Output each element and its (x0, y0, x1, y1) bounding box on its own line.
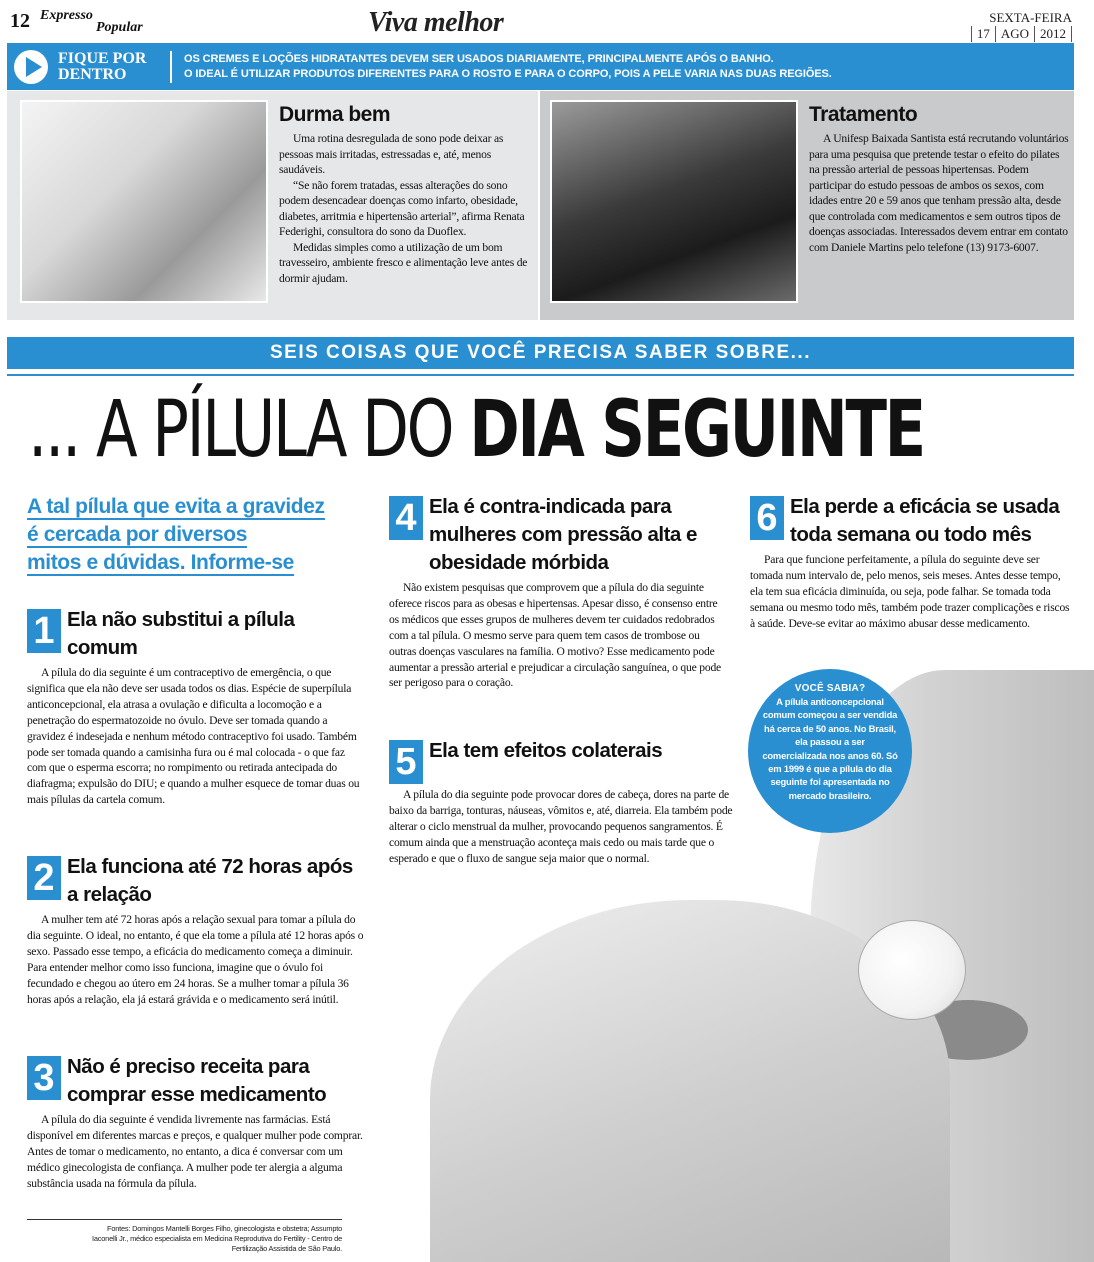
fique-title (58, 51, 168, 83)
box-tratamento (540, 91, 1074, 320)
paragraph: “Se não forem tratadas, essas alterações do sono podem desencadear doenças como infarto, obesidade, diabetes, arritmia e hipertensão arterial”, afirma Renata Federighi, consultora do sono da Duoflex. (279, 178, 525, 238)
section-6 (750, 493, 1070, 632)
section-body: A pílula do dia seguinte pode provocar dores de cabeça, dores na parte de baixo da barriga, tonturas, náuseas, vômitos e, até, diarreia. Ela também pode alterar o ciclo menstrual da mulher, provocando pequenos sangramentos. É comum ainda que a menstruação aconteça mais cedo ou mais tarde que o esperado e que o fluxo de sangue seja maior que o normal. (389, 788, 733, 865)
section-body: Não existem pesquisas que comprovem que a pílula do dia seguinte oferece riscos para as obesas e hipertensas. Apesar disso, é consenso entre os médicos que esses grupos de mulheres devem ter cuidados redobrados com a tal pílula. O mesmo serve para quem tem casos de trombose ou outras doenças vasculares na família. O motivo? Esse medicamento pode aumentar a pressão arterial e prejudicar a circulação sanguínea, o que pode ser perigoso para o coração. (389, 581, 721, 690)
sleeping-couple-photo (20, 100, 268, 303)
date-month: AGO (995, 26, 1034, 42)
callout-body: A pílula anticoncepcional comum começou a ser vendida há cerca de 50 anos. No Brasil, ela passou a ser comercializada nos anos 60. Só em 1999 é que a pílula do dia seguinte foi apresentada no mercado brasileiro. (762, 696, 898, 801)
issue-date (971, 10, 1072, 42)
paragraph: Uma rotina desregulada de sono pode deixar as pessoas mais irritadas, estressadas e, até, menos saudáveis. (279, 132, 504, 176)
play-arrow-icon (14, 50, 48, 84)
weekday: SEXTA-FEIRA (989, 10, 1072, 25)
fique-por-dentro-bar (7, 43, 1074, 90)
section-title: Ela funciona até 72 horas após a relação (67, 855, 353, 906)
callout-title: VOCÊ SABIA? (794, 683, 866, 694)
voce-sabia-callout (748, 669, 912, 833)
date-day: 17 (971, 26, 995, 42)
fique-title-line2: DENTRO (58, 65, 127, 83)
paragraph: A Unifesp Baixada Santista está recrutando voluntários para uma pesquisa que pretende testar o efeito do pilates na pressão arterial de pessoas hipertensas. Podem participar do estudo pessoas de ambos os sexos, com idades entre 20 e 59 anos que tenham pressão alta, desde que controlada com medicamentos e sem outros tipos de doenças associadas. Interessados devem entrar em contato com Daniele Martins pelo telefone (13) 9173-6007. (809, 132, 1069, 254)
intro-line: A tal pílula que evita a gravidez (27, 495, 325, 518)
kicker-banner: SEIS COISAS QUE VOCÊ PRECISA SABER SOBRE... (7, 337, 1074, 369)
section-title: Ela é contra-indicada para mulheres com pressão alta e obesidade mórbida (429, 495, 697, 574)
section-1 (27, 606, 365, 808)
box-durma-bem (7, 91, 538, 320)
date-year: 2012 (1034, 26, 1072, 42)
box-title: Durma bem (279, 103, 391, 126)
sources-credit: Fontes: Domingos Mantelli Borges Filho, ginecologista e obstetra; Assumpto Iaconelli Jr., médico especialista em Medicina Reprodutiva do Fertility - Centro de Fertilização Assistida de São Paulo. (92, 1224, 342, 1253)
section-number: 4 (389, 496, 423, 540)
divider (27, 1219, 342, 1220)
section-3 (27, 1053, 365, 1192)
section-number: 2 (27, 856, 61, 900)
section-number: 6 (750, 496, 784, 540)
fique-text-line2: O IDEAL É UTILIZAR PRODUTOS DIFERENTES PARA O ROSTO E PARA O CORPO, POIS A PELE VARIA NAS DUAS REGIÕES. (184, 67, 832, 80)
section-number: 1 (27, 609, 61, 653)
section-title: Ela tem efeitos colaterais (429, 739, 663, 762)
box-body (809, 131, 1069, 255)
section-2 (27, 853, 365, 1007)
section-body: A pílula do dia seguinte é vendida livremente nas farmácias. Está disponível em diferentes marcas e preços, e qualquer mulher pode comprar. Antes de tomar o medicamento, no entanto, a dica é conversar com um médico ginecologista de confiança. A mulher pode ter alergia a alguma substância usada na fórmula da pílula. (27, 1113, 363, 1190)
section-title: Ela perde a eficácia se usada toda semana ou todo mês (790, 495, 1060, 546)
section-number: 5 (389, 740, 423, 784)
divider (7, 374, 1074, 376)
section-body: A pílula do dia seguinte é um contraceptivo de emergência, o que significa que ela não deve ser usada todos os dias. Espécie de superpílula anticoncepcional, ela atrasa a ovulação e dificulta a locomoção e a penetração do espermatozoide no óvulo. Deve ser tomada quando a gravidez é indesejada e nenhum método contraceptivo foi usado. Também pode ser tomada quando a camisinha fura ou é mal colocada - o que faz com que o esperma escorra; no rompimento ou retirada antecipada do diafragma; expulsão do DIU; e quando a mulher esquece de tomar duas ou mais pílulas da cartela comum. (27, 666, 360, 807)
page-number: 12 (10, 10, 30, 32)
section-body: A mulher tem até 72 horas após a relação sexual para tomar a pílula do dia seguinte. O ideal, no entanto, é que ela tome a pílula até 12 horas após o sexo. Passado esse tempo, a eficácia do medicamento começa a diminuir. Para entender melhor como isso funciona, imagine que o óvulo foi fecundado e chegou ao útero em 24 horas. Se a mulher tomar a pílula 36 horas após a relação, ela já estará grávida e o medicamento será inútil. (27, 913, 364, 1006)
section-number: 3 (27, 1056, 61, 1100)
intro-line: é cercada por diversos (27, 523, 247, 546)
box-title: Tratamento (809, 103, 918, 126)
pill-shape (858, 920, 966, 1020)
box-body (279, 131, 533, 286)
headline-light: ... A PÍLULA DO (28, 385, 453, 475)
brand-line2: Popular (96, 20, 143, 35)
intro-deck (27, 493, 367, 577)
section-body: Para que funcione perfeitamente, a pílula do seguinte deve ser tomada num intervalo de, pelo menos, seis meses. Antes desse tempo, ela tem sua eficácia diminuída, ou seja, pode falhar. Se tomada toda semana ou mesmo todo mês, também pode trazer complicações e riscos à saúde. Deve-se evitar ao máximo abusar desse medicamento. (750, 553, 1070, 630)
paragraph: Medidas simples como a utilização de um bom travesseiro, ambiente fresco e alimentação leve antes de dormir ajudam. (279, 240, 528, 285)
fique-title-line1: FIQUE POR (58, 49, 147, 67)
blood-pressure-photo (550, 100, 798, 303)
section-4 (389, 493, 724, 691)
main-headline (28, 380, 924, 480)
fique-text (184, 52, 832, 82)
section-title: Não é preciso receita para comprar esse medicamento (67, 1055, 327, 1106)
section-title: Ela não substitui a pílula comum (67, 608, 295, 659)
fique-text-line1: OS CREMES E LOÇÕES HIDRATANTES DEVEM SER USADOS DIARIAMENTE, PRINCIPALMENTE APÓS O BANHO. (184, 52, 774, 65)
section-title: Viva melhor (368, 7, 504, 38)
divider (170, 51, 172, 83)
brand-line1: Expresso (40, 8, 93, 23)
section-5 (389, 737, 734, 867)
headline-bold: DIA SEGUINTE (469, 385, 924, 475)
newspaper-logo (40, 9, 143, 35)
intro-line: mitos e dúvidas. Informe-se (27, 551, 294, 574)
